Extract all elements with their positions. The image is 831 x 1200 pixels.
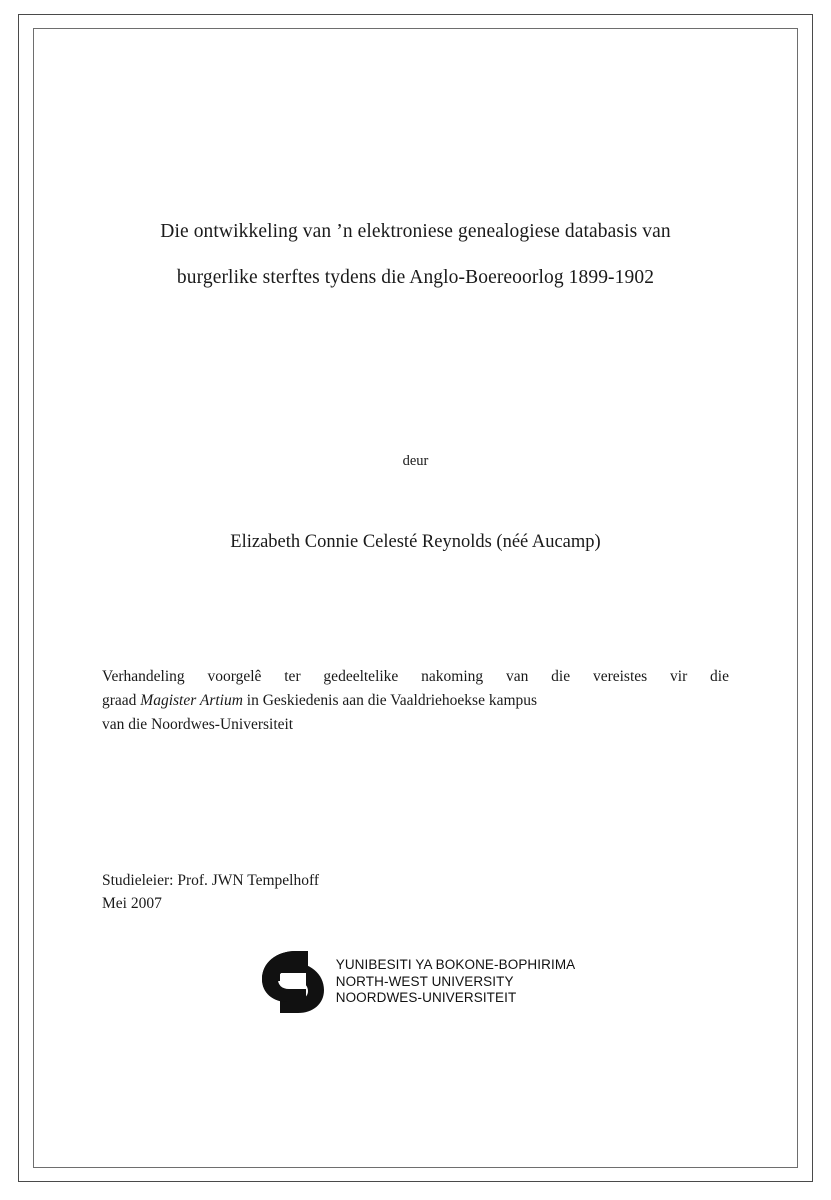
logo-text: [336, 957, 576, 1007]
logo-text-line-1: YUNIBESITI YA BOKONE-BOPHIRIMA: [335, 957, 576, 973]
title-line-2: burgerlike sterftes tydens die Anglo-Boereoorlog 1899-1902: [176, 267, 655, 288]
page-inner-border: [33, 28, 798, 1168]
degree-statement-line-2-pre: graad: [102, 692, 141, 709]
byline-label: deur: [402, 453, 429, 469]
title-page-content: [34, 29, 797, 1167]
date-line: Mei 2007: [102, 895, 162, 912]
north-west-university-logo-mark: [256, 949, 330, 1015]
logo-text-line-3: NOORDWES-UNIVERSITEIT: [335, 990, 517, 1006]
degree-statement-line-3: van die Noordwes-Universiteit: [102, 716, 294, 733]
university-logo: [102, 949, 729, 1015]
page-outer-border: [18, 14, 813, 1182]
logo-group: [256, 949, 576, 1015]
degree-statement-line-1: Verhandeling voorgelê ter gedeeltelike nakoming van die vereistes vir die: [102, 668, 729, 685]
page-title: [102, 209, 729, 301]
author-name: Elizabeth Connie Celesté Reynolds (néé Aucamp): [230, 532, 601, 552]
degree-statement-line-2: [102, 689, 729, 713]
supervisor-and-date: [102, 869, 729, 915]
degree-name-italic: Magister Artium: [140, 692, 243, 709]
degree-statement: [102, 665, 729, 737]
logo-text-line-2: NORTH-WEST UNIVERSITY: [335, 973, 514, 989]
title-line-1: Die ontwikkeling van ’n elektroniese genealogiese databasis van: [160, 221, 671, 242]
degree-statement-line-2-post: in Geskiedenis aan die Vaaldriehoekse kampus: [242, 692, 538, 709]
supervisor-line: Studieleier: Prof. JWN Tempelhoff: [102, 872, 320, 889]
